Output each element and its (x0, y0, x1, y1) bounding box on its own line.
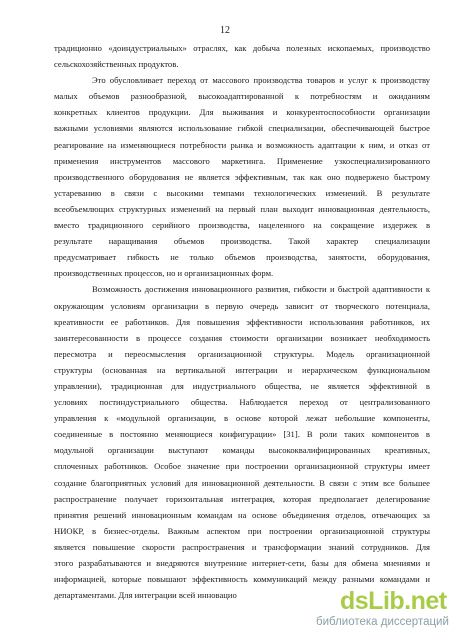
text-line: традиционно «доиндустриальных» отраслях, как добыча полезных ископаемых, производство (54, 43, 430, 53)
text-line: этого разрабатываются и внедряются внутренние интернет-сети, базы для обмена мнениями и (54, 558, 430, 568)
text-line: структуры (основанная на вертикальной интеграции и иерархическом функциональном (54, 364, 430, 375)
text-line: сельскохозяйственных продуктов. (54, 59, 179, 70)
text-line: информацией, которые повышают эффективность коммуникаций между разными командами и (54, 574, 430, 585)
text-line: малых объемов разнообразной, высокоадаптированной к потребностям и ожиданиям (54, 91, 430, 102)
text-line: всеобъемлющих структурных изменений на первый план выходит инновационная деятельность, (54, 203, 430, 214)
text-line: креативности ее работников. Для повышения эффективности использования работников, их (54, 316, 430, 327)
text-line: распространение получает горизонтальная интеграция, которая предполагает делегирование (54, 493, 430, 504)
text-line: модульной организации выступают команды высококвалифицированных креативных, (54, 445, 430, 456)
text-line: реагирование на изменяющиеся потребности рынка и возможность адаптации к ним, и отказ от (54, 139, 430, 150)
text-line: применения инструментов массового маркетинга. Применение узкоспециализированного (54, 155, 430, 166)
watermark-logo: dsLib.net (340, 587, 447, 615)
text-line: сплоченных работников. Особое значение при построении организационной структуры имеет (54, 461, 430, 472)
text-line: создание благоприятных условий для инновационной деятельности. В связи с этим все большее (54, 477, 430, 488)
text-line: принятия решений инновационным командам на основе объединения отделов, отвечающих за (54, 509, 430, 520)
text-line: производственного оборудования не является эффективным, так как оно подвержено быстрому (54, 171, 430, 182)
text-line: соединенные в постоянно меняющиеся конфигурации» [31]. В роли таких компонентов в (54, 429, 430, 440)
text-line: производственных процессов, но и организационных форм. (54, 268, 274, 279)
text-line: вместо традиционного серийного производства, нацеленного на сокращение издержек в (54, 220, 430, 231)
text-line: управлении), традиционная для индустриального общества, не является эффективной в (54, 380, 430, 391)
text-line: департаментами. Для интеграции всей инновацио (54, 590, 237, 601)
watermark-tagline: библиотека диссертаций (316, 616, 449, 628)
body-text (54, 40, 430, 603)
text-line: важными условиями являются использование гибкой специализации, обеспечивающей быстрое (54, 123, 430, 134)
text-line: конкретных клиентов продукции. Для выживания и конкурентоспособности организации (54, 107, 430, 118)
page-number: 12 (220, 25, 230, 36)
text-line: результате наращивания объемов производства. Такой характер специализации (54, 236, 430, 247)
text-line: Возможность достижения инновационного развития, гибкости и быстрой адаптивности к (92, 284, 430, 295)
text-line: Это обусловливает переход от массового производства товаров и услуг к производству (92, 75, 430, 86)
text-line: условиях постиндустриального общества. Наблюдается переход от централизованного (54, 397, 430, 408)
watermark (300, 587, 449, 631)
text-line: предусматривает гибкость не только объемов производства, занятости, оборудования, (54, 252, 430, 263)
text-line: заинтересованности в процессе создания стоимости организации возникает необходимость (54, 332, 430, 343)
text-line: устареванию в связи с высокими темпами технологических изменений. В результате (54, 187, 430, 198)
text-line: окружающим условиям организации в первую очередь зависит от творческого потенциала, (54, 300, 430, 311)
text-line: НИОКР, в бизнес-отделы. Важным аспектом при построении организационной структуры (54, 525, 430, 536)
text-line: управления к «модульной организации, в основе которой лежат небольшие компоненты, (54, 413, 430, 424)
text-line: пересмотра и переосмысления организационной структуры. Модель организационной (54, 348, 430, 359)
text-line: является повышение скорости распространения и трансформации знаний сотрудников. Для (54, 541, 430, 552)
